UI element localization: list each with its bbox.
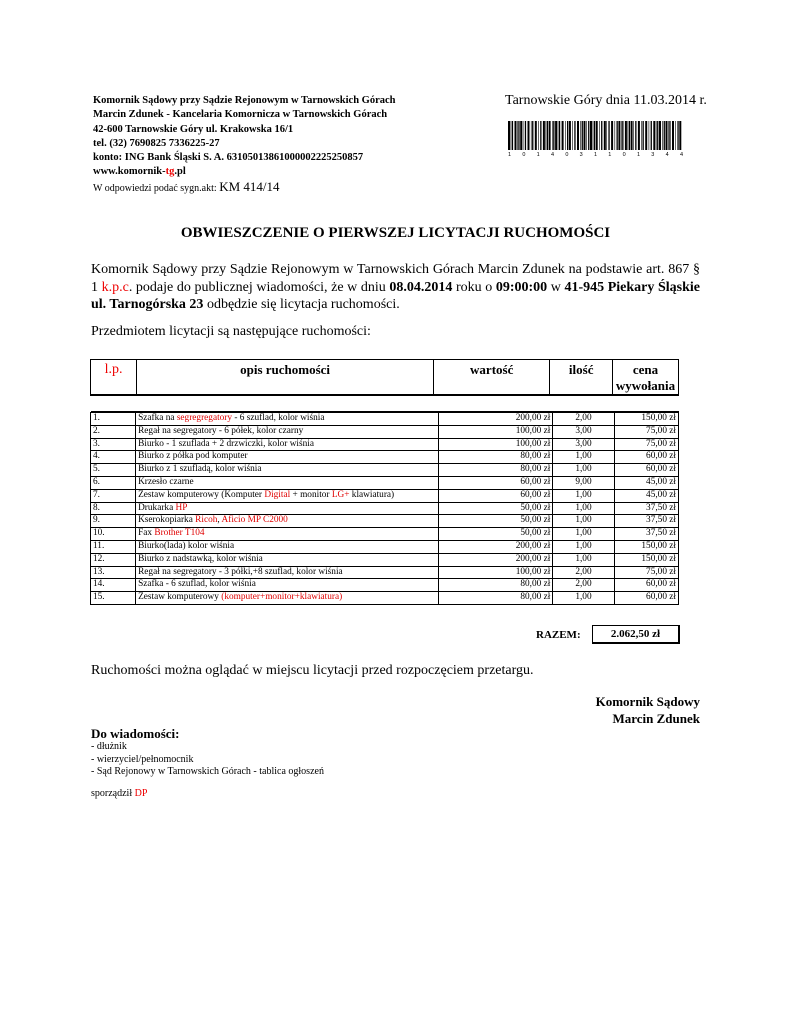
cell-opis: Regał na segregatory - 3 półki,+8 szuflad, kolor wiśnia (136, 566, 439, 579)
cell-wartosc: 200,00 zł (439, 553, 553, 566)
cell-opis: Biurko z półka pod komputer (136, 451, 439, 464)
viewing-note: Ruchomości można oglądać w miejscu licytacji przed rozpoczęciem przetargu. (91, 663, 534, 678)
barcode-bar (657, 121, 658, 150)
barcode-bar (540, 121, 541, 150)
barcode-bar (559, 121, 560, 150)
cell-ilosc: 1,00 (553, 489, 614, 502)
barcode-bar (672, 121, 674, 150)
cell-ilosc: 3,00 (553, 425, 614, 438)
barcode-bar (659, 121, 661, 150)
case-reference-value: KM 414/14 (219, 178, 280, 194)
barcode-bar (517, 121, 518, 150)
total-label: RAZEM: (536, 629, 581, 641)
col-quantity: ilość (550, 360, 613, 396)
cell-lp: 1. (91, 413, 136, 426)
barcode-bar (638, 121, 640, 150)
cell-lp: 9. (91, 515, 136, 528)
barcode-bar (555, 121, 557, 150)
cell-ilosc: 2,00 (553, 566, 614, 579)
auction-place: 41-945 Piekary Śląskie ul. Tarnogórska 23 (91, 279, 700, 312)
barcode-bar (666, 121, 668, 150)
barcode-bar (565, 121, 566, 150)
cell-lp: 12. (91, 553, 136, 566)
cell-opis: Biurko(lada) kolor wiśnia (136, 540, 439, 553)
barcode-bar (635, 121, 636, 150)
barcode-bar (569, 121, 571, 150)
barcode-bar (594, 121, 595, 150)
cell-cena: 37,50 zł (614, 528, 678, 541)
cell-cena: 75,00 zł (614, 438, 678, 451)
cell-cena: 75,00 zł (614, 425, 678, 438)
cell-ilosc: 1,00 (553, 528, 614, 541)
barcode-bar (653, 121, 655, 150)
cell-ilosc: 1,00 (553, 451, 614, 464)
document-date: Tarnowskie Góry dnia 11.03.2014 r. (505, 93, 707, 108)
cell-cena: 37,50 zł (614, 502, 678, 515)
table-row (91, 413, 679, 426)
cell-wartosc: 60,00 zł (439, 476, 553, 489)
cell-ilosc: 1,00 (553, 592, 614, 605)
recipients-list (91, 741, 324, 779)
table-row (91, 451, 679, 464)
barcode-bar (615, 121, 616, 150)
cell-cena: 150,00 zł (614, 540, 678, 553)
cell-lp: 7. (91, 489, 136, 502)
cell-wartosc: 50,00 zł (439, 528, 553, 541)
items-table-header (90, 359, 679, 396)
page-title: OBWIESZCZENIE O PIERWSZEJ LICYTACJI RUCHOMOŚCI (180, 225, 611, 241)
cell-wartosc: 100,00 zł (439, 566, 553, 579)
barcode-bar (549, 121, 551, 150)
cell-ilosc: 1,00 (553, 553, 614, 566)
table-row (91, 528, 679, 541)
cell-opis: Biurko - 1 szuflada + 2 drzwiczki, kolor wiśnia (136, 438, 439, 451)
barcode-bar (532, 121, 533, 150)
cell-lp: 3. (91, 438, 136, 451)
table-row (91, 502, 679, 515)
table-row (91, 579, 679, 592)
barcode-bar (558, 121, 559, 150)
barcode-bar (572, 121, 573, 150)
barcode-bar (547, 121, 548, 150)
cell-opis: Regał na segregatory - 6 półek, kolor czarny (136, 425, 439, 438)
cell-opis: Zestaw komputerowy (Komputer Digital + monitor LG+ klawiatura) (136, 489, 439, 502)
intro-text: . podaje do publicznej wiadomości, że w dniu (128, 279, 390, 295)
table-row (91, 425, 679, 438)
legal-code: k.p.c (101, 279, 129, 295)
col-value: wartość (434, 360, 550, 396)
barcode-bar (538, 121, 539, 150)
col-lp: l.p. (91, 360, 137, 396)
barcode-bar (546, 121, 547, 150)
barcode-bar (577, 121, 579, 150)
bailiff-header (93, 94, 395, 196)
cell-wartosc: 80,00 zł (439, 451, 553, 464)
cell-wartosc: 100,00 zł (439, 425, 553, 438)
cell-cena: 60,00 zł (614, 451, 678, 464)
intro-text: w (547, 279, 565, 295)
barcode-bar (645, 121, 647, 150)
barcode-bar (668, 121, 669, 150)
cell-ilosc: 2,00 (553, 413, 614, 426)
cell-wartosc: 200,00 zł (439, 540, 553, 553)
recipient: - dłużnik (91, 741, 127, 752)
barcode-bar (675, 121, 676, 150)
cell-lp: 6. (91, 476, 136, 489)
auction-date: 08.04.2014 (389, 279, 453, 295)
barcode-bar (633, 121, 634, 150)
cell-opis: Biurko z 1 szufladą, kolor wiśnia (136, 464, 439, 477)
barcode-bar (567, 121, 568, 150)
table-row (91, 464, 679, 477)
cell-ilosc: 1,00 (553, 515, 614, 528)
cell-cena: 60,00 zł (614, 464, 678, 477)
barcode-bar (584, 121, 586, 150)
col-description: opis ruchomości (137, 360, 434, 396)
cell-cena: 150,00 zł (614, 553, 678, 566)
barcode-bar (518, 121, 519, 150)
barcode-bar (621, 121, 622, 150)
barcode-bar (511, 121, 512, 150)
barcode-bar (628, 121, 629, 150)
barcode-bar (508, 121, 510, 150)
cell-opis: Szafka - 6 szuflad, kolor wiśnia (136, 579, 439, 592)
barcode-bar (535, 121, 537, 150)
cell-lp: 4. (91, 451, 136, 464)
cell-opis: Kserokopiarka Ricoh, Aficio MP C2000 (136, 515, 439, 528)
signature-name: Marcin Zdunek (612, 711, 700, 726)
recipient: - wierzyciel/pełnomocnik (91, 753, 194, 765)
auction-time: 09:00:00 (495, 279, 548, 295)
barcode-bar (641, 121, 642, 150)
cell-cena: 45,00 zł (614, 489, 678, 502)
barcode-bar (528, 121, 530, 150)
barcode-bar (608, 121, 609, 150)
barcode-bar (656, 121, 657, 150)
barcode-bar (512, 121, 513, 150)
barcode-bar (677, 121, 678, 150)
barcode-bar (625, 121, 627, 150)
barcode-bar (649, 121, 650, 150)
cell-wartosc: 80,00 zł (439, 579, 553, 592)
website-part[interactable]: .pl (174, 166, 186, 178)
cell-opis: Szafka na segregregatory - 6 szuflad, kolor wiśnia (136, 413, 439, 426)
barcode-bar (596, 121, 598, 150)
barcode-bar (562, 121, 564, 150)
barcode-bar (669, 121, 670, 150)
cell-opis: Zestaw komputerowy (komputer+monitor+klawiatura) (136, 592, 439, 605)
barcode-bar (588, 121, 589, 150)
barcode-bar (580, 121, 581, 150)
total-value: 2.062,50 zł (592, 625, 680, 644)
cell-lp: 13. (91, 566, 136, 579)
barcode-bar (593, 121, 594, 150)
cell-wartosc: 80,00 zł (439, 464, 553, 477)
barcode-bar (515, 121, 517, 150)
cell-cena: 60,00 zł (614, 579, 678, 592)
prepared-by-initials: DP (134, 788, 148, 799)
recipient: - Sąd Rejonowy w Tarnowskich Górach - tablica ogłoszeń (91, 766, 324, 777)
barcode-bar (622, 121, 623, 150)
barcode-bar (611, 121, 613, 150)
barcode-bar (604, 121, 606, 150)
barcode-bar (606, 121, 607, 150)
cell-ilosc: 3,00 (553, 438, 614, 451)
barcode-bar (574, 121, 575, 150)
cell-lp: 10. (91, 528, 136, 541)
barcode-bar (679, 121, 681, 150)
cell-lp: 8. (91, 502, 136, 515)
barcode-bar (553, 121, 554, 150)
barcode-bar (590, 121, 592, 150)
cell-cena: 75,00 zł (614, 566, 678, 579)
website-part[interactable]: tg (165, 166, 175, 178)
cell-wartosc: 100,00 zł (439, 438, 553, 451)
recipients-heading: Do wiadomości: (91, 726, 180, 741)
table-row (91, 476, 679, 489)
signature-title: Komornik Sądowy (595, 694, 700, 709)
cell-wartosc: 200,00 zł (439, 413, 553, 426)
cell-lp: 5. (91, 464, 136, 477)
cell-ilosc: 1,00 (553, 464, 614, 477)
intro-paragraph (91, 261, 700, 314)
cell-lp: 14. (91, 579, 136, 592)
header-address: 42-600 Tarnowskie Góry ul. Krakowska 16/1 (93, 123, 294, 135)
cell-ilosc: 9,00 (553, 476, 614, 489)
col-starting-price: cena wywołania (613, 360, 679, 396)
header-account: konto: ING Bank Śląski S. A. 63105013861000002225250857 (93, 152, 364, 164)
table-row (91, 540, 679, 553)
barcode-bar (523, 121, 524, 150)
intro-text: odbędzie się licytacja ruchomości. (203, 297, 400, 312)
table-row (91, 515, 679, 528)
table-row (91, 592, 679, 605)
barcode-bar (651, 121, 652, 150)
barcode-bar (601, 121, 602, 150)
cell-cena: 60,00 zł (614, 592, 678, 605)
cell-lp: 15. (91, 592, 136, 605)
table-row (91, 566, 679, 579)
header-phone: tel. (32) 7690825 7336225-27 (93, 137, 220, 149)
barcode-bar (662, 121, 663, 150)
header-line: Komornik Sądowy przy Sądzie Rejonowym w Tarnowskich Górach (93, 95, 396, 106)
cell-wartosc: 60,00 zł (439, 489, 553, 502)
barcode-bar (599, 121, 600, 150)
cell-opis: Fax Brother T104 (136, 528, 439, 541)
barcode-bar (629, 121, 630, 150)
cell-wartosc: 80,00 zł (439, 592, 553, 605)
items-table (90, 411, 679, 605)
cell-ilosc: 1,00 (553, 540, 614, 553)
barcode-bar (552, 121, 553, 150)
signature (560, 693, 700, 727)
barcode-bar (582, 121, 583, 150)
header-line: Marcin Zdunek - Kancelaria Komornicza w Tarnowskich Górach (93, 109, 388, 121)
barcode-bar (520, 121, 522, 150)
barcode (508, 121, 683, 157)
case-reference-label: W odpowiedzi podać sygn.akt: (93, 182, 217, 194)
cell-lp: 2. (91, 425, 136, 438)
barcode-bar (631, 121, 633, 150)
prepared-by-label: sporządził (91, 788, 133, 799)
barcode-bar (525, 121, 526, 150)
items-lead: Przedmiotem licytacji są następujące ruchomości: (91, 324, 371, 339)
cell-wartosc: 50,00 zł (439, 502, 553, 515)
barcode-bar (586, 121, 587, 150)
intro-text: Komornik Sądowy przy Sądzie Rejonowym w Tarnowskich Górach Marcin Zdunek na podstawie art. 867 § 1 (91, 262, 700, 295)
cell-ilosc: 2,00 (553, 579, 614, 592)
barcode-bar (531, 121, 532, 150)
barcode-digits: 1 0 1 4 0 3 1 1 0 1 3 4 4 (508, 152, 683, 157)
barcode-bar (643, 121, 644, 150)
intro-text: roku o (452, 279, 496, 295)
cell-cena: 150,00 zł (614, 413, 678, 426)
cell-cena: 45,00 zł (614, 476, 678, 489)
barcode-bar (617, 121, 618, 150)
table-row (91, 438, 679, 451)
barcode-bar (618, 121, 620, 150)
cell-opis: Krzesło czarne (136, 476, 439, 489)
case-reference (93, 180, 395, 196)
barcode-bar (543, 121, 545, 150)
table-row (91, 489, 679, 502)
barcode-bar (664, 121, 665, 150)
cell-ilosc: 1,00 (553, 502, 614, 515)
cell-cena: 37,50 zł (614, 515, 678, 528)
cell-wartosc: 50,00 zł (439, 515, 553, 528)
table-row (91, 553, 679, 566)
cell-lp: 11. (91, 540, 136, 553)
cell-opis: Biurko z nadstawką, kolor wiśnia (136, 553, 439, 566)
cell-opis: Drukarka HP (136, 502, 439, 515)
header-website[interactable] (93, 165, 395, 179)
website-part[interactable]: www.komornik- (93, 166, 166, 178)
prepared-by (91, 788, 147, 799)
